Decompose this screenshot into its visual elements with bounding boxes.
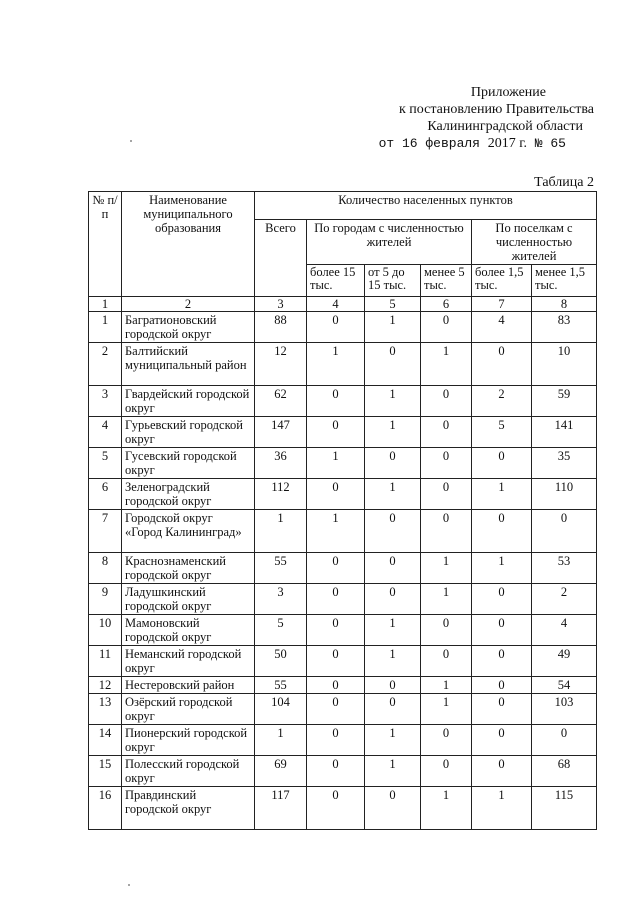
table-row — [89, 584, 597, 615]
column-number: 8 — [532, 297, 597, 312]
cell-villages-over-1-5k: 1 — [472, 479, 532, 510]
municipality-name: Гурьевский городской округ — [122, 417, 255, 448]
cell-villages-over-1-5k: 1 — [472, 553, 532, 584]
cell-cities-5-15k: 0 — [365, 343, 421, 386]
cell-cities-5-15k: 0 — [365, 553, 421, 584]
row-number: 1 — [89, 312, 122, 343]
table-row — [89, 553, 597, 584]
municipality-name: Гусевский городской округ — [122, 448, 255, 479]
cell-villages-under-1-5k: 0 — [532, 510, 597, 553]
row-number: 13 — [89, 694, 122, 725]
municipality-name: Нестеровский район — [122, 677, 255, 694]
cell-cities-over-15k: 0 — [307, 677, 365, 694]
cell-villages-under-1-5k: 49 — [532, 646, 597, 677]
cell-total: 50 — [255, 646, 307, 677]
cell-cities-5-15k: 0 — [365, 584, 421, 615]
decree-number: № 65 — [534, 136, 566, 151]
row-number: 6 — [89, 479, 122, 510]
table-row — [89, 694, 597, 725]
header-cities-under-5k: менее 5 тыс. — [421, 265, 472, 297]
table-label: Таблица 2 — [534, 175, 594, 190]
municipality-name: Озёрский городской округ — [122, 694, 255, 725]
header-cities: По городам с численностью жителей — [307, 220, 472, 265]
cell-total: 112 — [255, 479, 307, 510]
cell-cities-over-15k: 0 — [307, 479, 365, 510]
cell-cities-over-15k: 0 — [307, 312, 365, 343]
cell-total: 62 — [255, 386, 307, 417]
cell-cities-under-5k: 0 — [421, 615, 472, 646]
municipality-name: Краснознаменский городской округ — [122, 553, 255, 584]
cell-cities-under-5k: 1 — [421, 677, 472, 694]
row-number: 12 — [89, 677, 122, 694]
cell-villages-over-1-5k: 1 — [472, 787, 532, 830]
cell-cities-5-15k: 1 — [365, 756, 421, 787]
table-row — [89, 343, 597, 386]
cell-cities-5-15k: 1 — [365, 646, 421, 677]
row-number: 4 — [89, 417, 122, 448]
row-number: 5 — [89, 448, 122, 479]
row-number: 10 — [89, 615, 122, 646]
date-year: 2017 г. — [487, 136, 527, 151]
cell-cities-5-15k: 1 — [365, 725, 421, 756]
cell-villages-under-1-5k: 4 — [532, 615, 597, 646]
cell-villages-over-1-5k: 0 — [472, 448, 532, 479]
cell-cities-5-15k: 0 — [365, 510, 421, 553]
cell-total: 5 — [255, 615, 307, 646]
row-number: 7 — [89, 510, 122, 553]
cell-total: 117 — [255, 787, 307, 830]
decree-date — [320, 135, 600, 152]
cell-total: 55 — [255, 553, 307, 584]
cell-villages-over-1-5k: 0 — [472, 343, 532, 386]
table-row — [89, 646, 597, 677]
column-number: 2 — [122, 297, 255, 312]
cell-cities-under-5k: 1 — [421, 694, 472, 725]
municipality-name: Городской округ «Город Калининград» — [122, 510, 255, 553]
cell-cities-over-15k: 0 — [307, 725, 365, 756]
scan-speck — [130, 140, 132, 142]
annex-title: Приложение — [470, 85, 546, 100]
cell-cities-under-5k: 0 — [421, 417, 472, 448]
table-row — [89, 386, 597, 417]
table-row — [89, 787, 597, 830]
cell-total: 147 — [255, 417, 307, 448]
row-number: 8 — [89, 553, 122, 584]
table-row — [89, 725, 597, 756]
cell-cities-under-5k: 0 — [421, 479, 472, 510]
table-row — [89, 417, 597, 448]
cell-cities-over-15k: 0 — [307, 386, 365, 417]
row-number: 11 — [89, 646, 122, 677]
cell-total: 3 — [255, 584, 307, 615]
header-villages: По поселкам с численностью жителей — [472, 220, 597, 265]
column-number: 6 — [421, 297, 472, 312]
cell-cities-5-15k: 0 — [365, 694, 421, 725]
table-row — [89, 756, 597, 787]
header-villages-under-1-5k: менее 1,5 тыс. — [532, 265, 597, 297]
table-row — [89, 312, 597, 343]
cell-villages-under-1-5k: 54 — [532, 677, 597, 694]
cell-cities-5-15k: 1 — [365, 386, 421, 417]
municipality-name: Неманский городской округ — [122, 646, 255, 677]
cell-villages-under-1-5k: 0 — [532, 725, 597, 756]
scan-speck — [128, 884, 130, 886]
header-cities-5-15k: от 5 до 15 тыс. — [365, 265, 421, 297]
cell-villages-over-1-5k: 2 — [472, 386, 532, 417]
cell-cities-over-15k: 0 — [307, 417, 365, 448]
cell-cities-under-5k: 1 — [421, 584, 472, 615]
cell-villages-under-1-5k: 110 — [532, 479, 597, 510]
cell-cities-over-15k: 1 — [307, 343, 365, 386]
column-number: 5 — [365, 297, 421, 312]
cell-villages-over-1-5k: 0 — [472, 646, 532, 677]
region-name: Калининградской области — [427, 119, 583, 134]
cell-cities-over-15k: 0 — [307, 694, 365, 725]
cell-villages-under-1-5k: 35 — [532, 448, 597, 479]
cell-cities-under-5k: 1 — [421, 553, 472, 584]
header-total: Всего — [255, 220, 307, 297]
cell-villages-under-1-5k: 2 — [532, 584, 597, 615]
table-row — [89, 615, 597, 646]
cell-total: 36 — [255, 448, 307, 479]
cell-cities-over-15k: 0 — [307, 756, 365, 787]
table-row — [89, 448, 597, 479]
cell-total: 55 — [255, 677, 307, 694]
cell-cities-over-15k: 0 — [307, 615, 365, 646]
cell-villages-over-1-5k: 5 — [472, 417, 532, 448]
cell-villages-under-1-5k: 68 — [532, 756, 597, 787]
cell-villages-over-1-5k: 0 — [472, 725, 532, 756]
column-number-row — [89, 297, 597, 312]
column-number: 7 — [472, 297, 532, 312]
municipality-name: Полесский городской округ — [122, 756, 255, 787]
cell-cities-under-5k: 0 — [421, 510, 472, 553]
cell-cities-5-15k: 0 — [365, 448, 421, 479]
cell-cities-over-15k: 0 — [307, 646, 365, 677]
cell-cities-5-15k: 1 — [365, 312, 421, 343]
cell-villages-over-1-5k: 0 — [472, 756, 532, 787]
cell-cities-over-15k: 0 — [307, 553, 365, 584]
decree-reference: к постановлению Правительства — [398, 102, 594, 117]
cell-villages-under-1-5k: 103 — [532, 694, 597, 725]
municipality-name: Мамоновский городской округ — [122, 615, 255, 646]
document-header — [320, 84, 600, 152]
cell-cities-5-15k: 1 — [365, 615, 421, 646]
row-number: 3 — [89, 386, 122, 417]
header-settlement-count: Количество населенных пунктов — [255, 192, 597, 220]
cell-total: 1 — [255, 725, 307, 756]
cell-villages-under-1-5k: 115 — [532, 787, 597, 830]
cell-total: 69 — [255, 756, 307, 787]
municipality-name: Балтийский муниципальный район — [122, 343, 255, 386]
cell-cities-under-5k: 0 — [421, 312, 472, 343]
cell-cities-under-5k: 0 — [421, 386, 472, 417]
cell-total: 88 — [255, 312, 307, 343]
header-number: № п/п — [89, 192, 122, 297]
column-number: 4 — [307, 297, 365, 312]
header-villages-over-1-5k: более 1,5 тыс. — [472, 265, 532, 297]
municipality-name: Багратионовский городской округ — [122, 312, 255, 343]
table-row — [89, 510, 597, 553]
date-prefix: от 16 февраля — [378, 136, 480, 151]
municipality-name: Ладушкинский городской округ — [122, 584, 255, 615]
row-number: 16 — [89, 787, 122, 830]
cell-total: 104 — [255, 694, 307, 725]
cell-cities-5-15k: 1 — [365, 479, 421, 510]
cell-villages-under-1-5k: 141 — [532, 417, 597, 448]
column-number: 1 — [89, 297, 122, 312]
header-cities-over-15k: более 15 тыс. — [307, 265, 365, 297]
row-number: 9 — [89, 584, 122, 615]
table-body — [89, 312, 597, 830]
cell-total: 12 — [255, 343, 307, 386]
cell-villages-under-1-5k: 10 — [532, 343, 597, 386]
cell-cities-5-15k: 1 — [365, 417, 421, 448]
cell-villages-under-1-5k: 53 — [532, 553, 597, 584]
row-number: 2 — [89, 343, 122, 386]
cell-cities-under-5k: 1 — [421, 787, 472, 830]
municipality-name: Пионерский городской округ — [122, 725, 255, 756]
cell-villages-over-1-5k: 0 — [472, 615, 532, 646]
table-row — [89, 479, 597, 510]
municipality-name: Зеленоградский городской округ — [122, 479, 255, 510]
cell-cities-under-5k: 0 — [421, 646, 472, 677]
cell-cities-under-5k: 1 — [421, 343, 472, 386]
cell-villages-over-1-5k: 4 — [472, 312, 532, 343]
municipality-name: Гвардейский городской округ — [122, 386, 255, 417]
cell-cities-under-5k: 0 — [421, 448, 472, 479]
cell-villages-over-1-5k: 0 — [472, 510, 532, 553]
cell-cities-5-15k: 0 — [365, 677, 421, 694]
row-number: 14 — [89, 725, 122, 756]
cell-cities-over-15k: 0 — [307, 787, 365, 830]
cell-villages-under-1-5k: 83 — [532, 312, 597, 343]
row-number: 15 — [89, 756, 122, 787]
cell-cities-5-15k: 0 — [365, 787, 421, 830]
cell-villages-under-1-5k: 59 — [532, 386, 597, 417]
cell-cities-over-15k: 0 — [307, 584, 365, 615]
cell-cities-over-15k: 1 — [307, 448, 365, 479]
column-number: 3 — [255, 297, 307, 312]
municipality-name: Правдинский городской округ — [122, 787, 255, 830]
cell-villages-over-1-5k: 0 — [472, 584, 532, 615]
settlements-table — [88, 191, 597, 830]
cell-total: 1 — [255, 510, 307, 553]
cell-cities-over-15k: 1 — [307, 510, 365, 553]
cell-villages-over-1-5k: 0 — [472, 694, 532, 725]
cell-villages-over-1-5k: 0 — [472, 677, 532, 694]
header-municipality: Наименование муниципального образования — [122, 192, 255, 297]
cell-cities-under-5k: 0 — [421, 725, 472, 756]
table-row — [89, 677, 597, 694]
cell-cities-under-5k: 0 — [421, 756, 472, 787]
